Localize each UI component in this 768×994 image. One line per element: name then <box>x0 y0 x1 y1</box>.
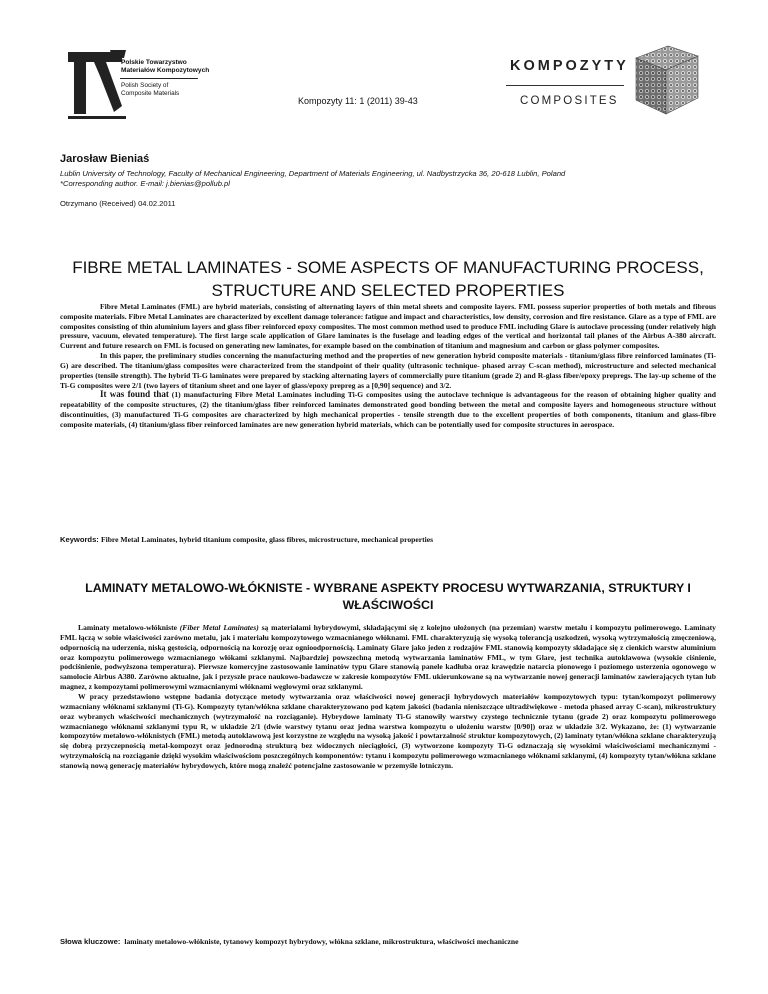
journal-reference: Kompozyty 11: 1 (2011) 39-43 <box>298 96 418 106</box>
streszczenie-paragraph-2: W pracy przedstawiono wstępne badania dotyczące metody wytwarzania oraz właściwości nowej generacji hybrydowych materiałów kompozytowych typu: tytan/kompozyt polimerowy wzmacniany włóknami szklanymi (Ti-G). Kompozyty tytan/włókna szklane charakteryzowano pod kątem jakości (badania nieniszczące ultradźwiękowe - metoda phased array C-scan), mikrostruktury oraz wybranych właściwości mechanicznych (wytrzymałość na rozciąganie). Hybrydowe laminaty Ti-G stanowiły warstwy czystego technicznie tytanu (grade 2) oraz kompozytu polimerowego wzmacnianego włóknami szklanymi typu R, w układzie 2/1 (dwie warstwy tytanu oraz jedna warstwa kompozytu o ułożeniu warstw [0/90]) oraz w układzie 3/2. Wykazano, że: (1) wytwarzanie kompozytów metalowo-włóknistych (FML) metodą autoklawową jest korzystne ze względu na wysoką jakość i powtarzalność struktur kompozytowych, (2) laminaty tytan/włókna szklane charakteryzują się dobrą przyczepnością metal-kompozyt oraz jednorodną strukturą bez widocznych nieciągłości, (3) wytworzone kompozyty Ti-G odznaczają się wysokimi właściwościami mechanicznymi - wytrzymałością na rozciąganie dzięki wysokim właściwościom poszczególnych komponentów: tytanu i kompozytu polimerowego wzmacnianego włóknami szklanymi, (4) kompozyty tytan/włókna szklane stanowią nową generację materiałów hybrydowych, które mogą znaleźć potencjalne zastosowanie w przemyśle lotniczym. <box>60 692 716 771</box>
streszczenie-start: Laminaty metalowo-włókniste <box>78 623 177 632</box>
journal-name-pl: KOMPOZYTY <box>510 58 629 74</box>
streszczenie-paragraph-1 <box>60 623 716 692</box>
slowa-label: Słowa kluczowe: <box>60 937 121 946</box>
affiliation <box>60 169 720 189</box>
affiliation-text: Lublin University of Technology, Faculty of Mechanical Engineering, Department of Materials Engineering, ul. Nadbystrzycka 36, 20-618 Lublin, Poland <box>60 169 566 178</box>
abstract-en <box>60 302 716 430</box>
society-name-en <box>121 82 179 98</box>
ptmk-logo <box>66 46 128 120</box>
society-divider <box>120 78 198 79</box>
journal-divider <box>506 85 624 86</box>
slowa-text: laminaty metalowo-włókniste, tytanowy kompozyt hybrydowy, włókna szklane, mikrostruktura, właściwości mechaniczne <box>124 937 519 946</box>
society-name-en-line2: Composite Materials <box>121 90 180 97</box>
keywords-pl <box>60 937 716 947</box>
abstract-paragraph-3-text: (1) manufacturing Fibre Metal Laminates including Ti-G composites using the autoclave technique is advantageous for the reason of obtaining higher quality and repeatability of the composite structures, (2) the titanium/glass fiber reinforced laminates demonstrated good bonding between the metal and composite layers and homogeneous structure without discontinuities, (3) manufactured Ti-G composites are characterized by high mechanical properties - tensile strength due to the excellent properties of both components, titanium and glass-fibre composite materials, (4) titanium/glass fiber reinforced laminates are new generation hybrid materials, which can be potentially used for composite structures in aerospace. <box>60 390 716 429</box>
keywords-text: Fibre Metal Laminates, hybrid titanium composite, glass fibres, microstructure, mechanical properties <box>100 535 434 544</box>
streszczenie-term: (Fiber Metal Laminates) <box>179 623 259 632</box>
society-name-pl-line1: Polskie Towarzystwo <box>121 59 187 66</box>
corresponding-author: *Corresponding author. E-mail: j.bienias@pollub.pl <box>60 179 230 188</box>
article-title-en: FIBRE METAL LAMINATES - SOME ASPECTS OF MANUFACTURING PROCESS, STRUCTURE AND SELECTED PROPERTIES <box>72 258 704 300</box>
journal-name-en: COMPOSITES <box>520 95 619 107</box>
composite-cube-logo <box>632 40 702 118</box>
article-title-pl: LAMINATY METALOWO-WŁÓKNISTE - WYBRANE ASPEKTY PROCESU WYTWARZANIA, STRUKTURY I WŁAŚCIWOŚCI <box>85 581 691 612</box>
abstract-pl <box>60 623 716 771</box>
keywords-en <box>60 535 716 544</box>
abstract-paragraph-3 <box>60 390 716 429</box>
society-name-en-line1: Polish Society of <box>121 82 169 89</box>
abstract-paragraph-2: In this paper, the preliminary studies concerning the manufacturing method and the properties of new generation hybrid composite materials - titanium/glass fibre reinforced laminates (Ti-G) are described. The titanium/glass composites were characterized from the standpoint of their quality (ultrasonic technique- phased array C-scan method), microstructure and selected mechanical properties (tensile strength). The hybrid Ti-G laminates were prepared by stacking alternating layers of commercially pure titanium (grade 2) and R-glass fiber/epoxy prepregs. The lay-up scheme of the Ti-G composites were 2/1 (two layers of titanium sheet and one layer of glass/epoxy prepreg as a [0,90] sequence) and 3/2. <box>60 351 716 390</box>
abstract-lead-phrase: It was found that <box>100 389 169 400</box>
society-name-pl-line2: Materiałów Kompozytowych <box>121 67 210 74</box>
society-name-pl <box>121 59 209 75</box>
streszczenie-paragraph-1-text: są materiałami hybrydowymi, składającymi się z kolejno ułożonych (na przemian) warstw metalu i kompozytu polimerowego. Laminaty FML łączą w sobie właściwości zarówno metalu, jak i materiału kompozytowego wzmacnianego włóknami. FML charakteryzują się wysoką tolerancją uszkodzeń, wysoką wytrzymałością zmęczeniową, odpornością na uderzenia, niską gęstością, odpornością na korozję oraz ognioodpornością. Laminaty Glare jako jeden z rodzajów FML stanowią kompozyty składające się z cienkich warstw aluminium oraz kompozytu polimerowego wzmacnianego włókami szklanymi. Najbardziej powszechną metodą wytwarzania laminatów FML, w tym Glare, jest technika autoklawowa (wysokie ciśnienie, podciśnienie, podwyższona temperatura). Pierwsze komercyjne zastosowanie laminatów typu Glare stanowią panele kadłuba oraz krawędzie natarcia pionowego i poziomego usterzenia ogonowego w samolocie Airbus A380. Zarówno aktualne, jak i przyszłe prace naukowo-badawcze w zakresie kompozytów FML ukierunkowane są na wytwarzanie nowej generacji laminatów zawierających tytan lub magnez, z kompozytami polimerowymi wzmacnianymi włóknami węglowymi oraz szklanymi. <box>60 623 716 692</box>
keywords-label: Keywords: <box>60 535 99 544</box>
abstract-paragraph-1: Fibre Metal Laminates (FML) are hybrid materials, consisting of alternating layers of thin metal sheets and composite layers. FML possess superior properties of both metals and fibrous composite materials. Fibre Metal Laminates are characterized by excellent damage tolerance: fatigue and impact and characteristics, low density, corrosion and fire resistance. Glare as a type of FML are composites consisting of thin aluminium layers and glass fiber reinforced epoxy composites. The most common method used to produce FML including Glare is autoclave processing (under relatively high pressure, vacuum, elevated temperature). The first large scale application of Glare laminates is the fuselage and leading edges of the vertical and horizontal tail planes of the Airbus A-380 aircraft. Current and future research on FML is focused on generating new laminates, for example based on the combination of titanium and magnesium and carbon or glass polymer composites. <box>60 302 716 351</box>
author-name: Jarosław Bieniaś <box>60 153 150 165</box>
received-date: Otrzymano (Received) 04.02.2011 <box>60 199 176 208</box>
